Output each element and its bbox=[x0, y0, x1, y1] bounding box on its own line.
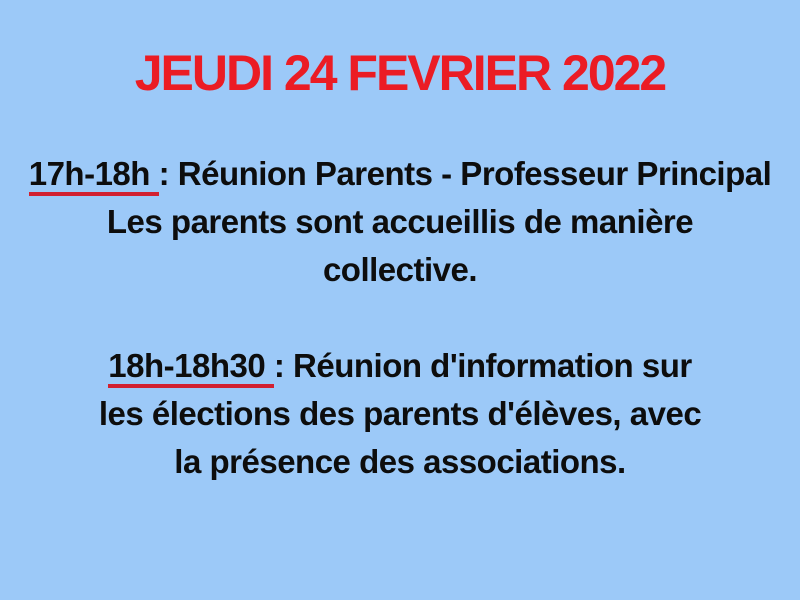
event-1-heading-rest: : Réunion Parents - Professeur Principal bbox=[158, 155, 772, 192]
event-2-heading-rest: : Réunion d'information sur bbox=[273, 347, 692, 384]
event-block-2 bbox=[0, 342, 800, 486]
event-1-detail-line-1: Les parents sont accueillis de manière bbox=[106, 203, 694, 240]
event-2-time-range: 18h-18h30 bbox=[108, 347, 274, 388]
slide-body bbox=[0, 150, 800, 486]
event-2-detail-line-1: les élections des parents d'élèves, avec bbox=[98, 395, 702, 432]
event-2-heading bbox=[0, 342, 800, 390]
event-block-1 bbox=[0, 150, 800, 294]
slide-title: JEUDI 24 FEVRIER 2022 bbox=[134, 45, 666, 101]
event-1-heading bbox=[0, 150, 800, 198]
event-1-time-range: 17h-18h bbox=[29, 155, 159, 196]
event-1-detail-line-2: collective. bbox=[322, 251, 478, 288]
event-2-detail-line-2: la présence des associations. bbox=[174, 443, 626, 480]
